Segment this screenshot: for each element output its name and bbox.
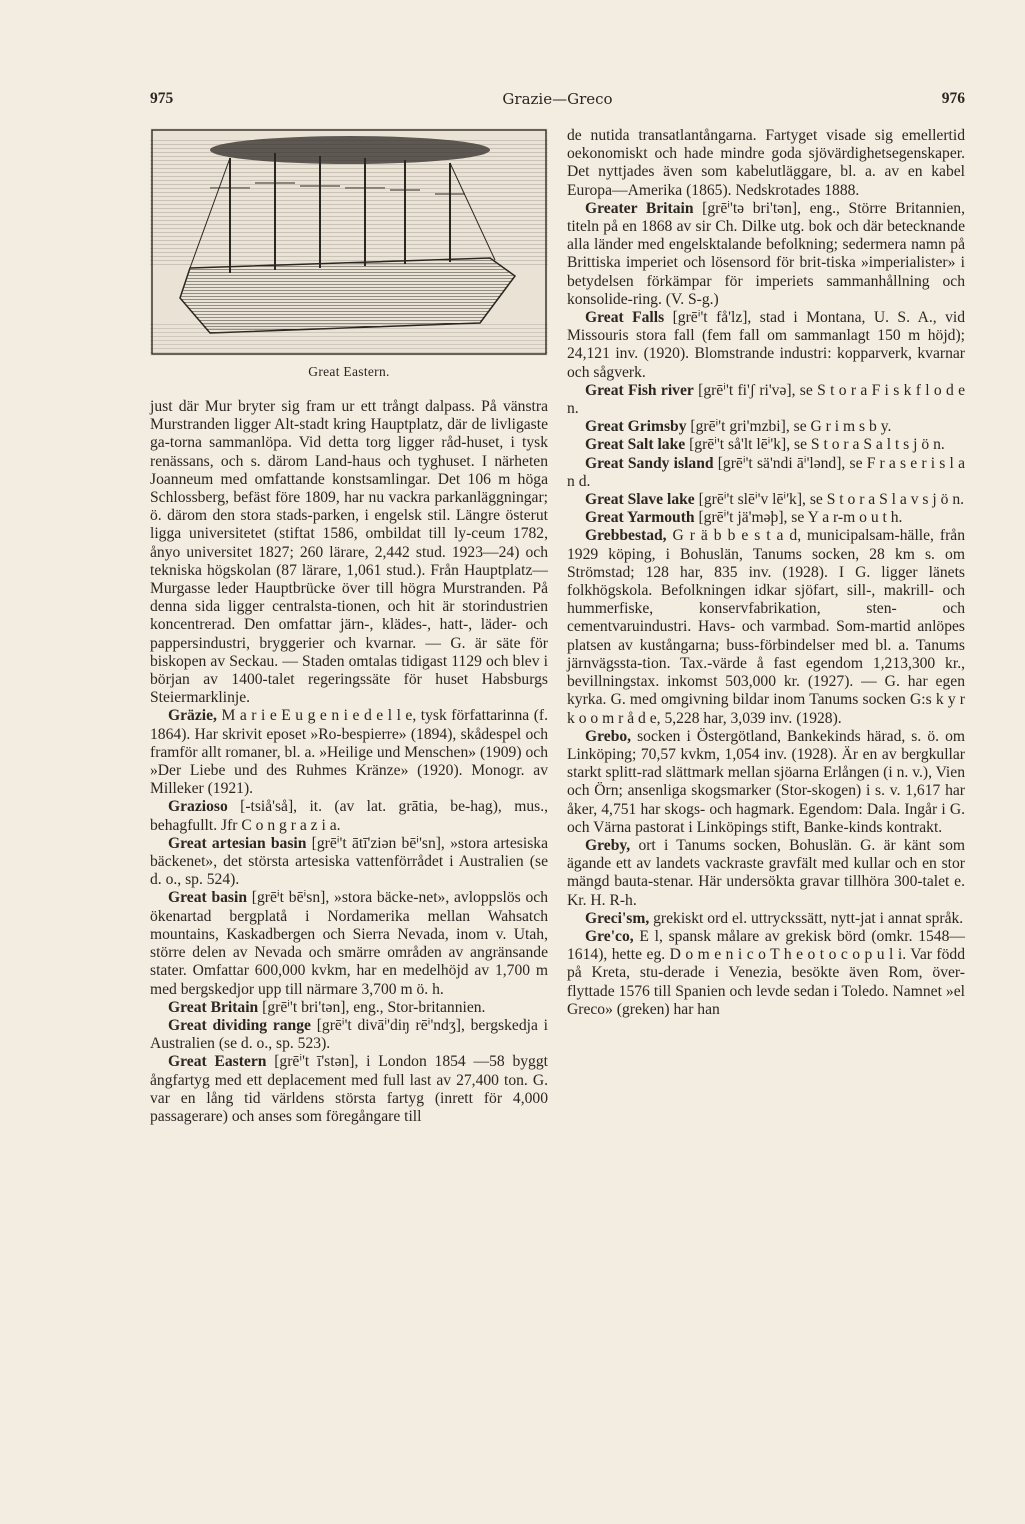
- entry-continuation: [567, 127, 965, 200]
- left-column: [150, 398, 548, 1126]
- entry-text: [grēⁱ't fi'ʃ ri'və], se S t o r a F i s k f l o d e n.: [567, 381, 966, 418]
- entry-text: [grēⁱ't gri'mzbi], se G r i m s b y.: [686, 418, 892, 436]
- page-number-left: 975: [150, 90, 174, 107]
- page-number-right: 976: [941, 90, 965, 107]
- entry-headword: Great artesian basin: [168, 834, 307, 852]
- entry-headword: Great Fish river: [585, 381, 694, 399]
- entry-text: [grēⁱ't jä'məþ], se Y a r-m o u t h.: [694, 509, 903, 527]
- entry-headword: Gre'co,: [585, 927, 634, 945]
- entry-continuation: [150, 398, 548, 707]
- entry-text: [grēⁱ't ī'stən], i London 1854 —58 byggt ångfartyg med ett deplacement med full last av 27,400 ton. G. var en lång tid världens största fartyg (inrett för 4,000 passagerare) och anses som föregångare till: [150, 1053, 548, 1125]
- entry-headword: Great Slave lake: [585, 491, 695, 509]
- dictionary-entry: [567, 527, 965, 727]
- entry-text: [-tsiå'så], it. (av lat. grātia, be-hag), mus., behagfullt. Jfr C o n g r a z i a.: [150, 798, 548, 834]
- entry-headword: Grazioso: [168, 798, 228, 816]
- entry-headword: Great Grimsby: [585, 418, 687, 436]
- dictionary-entry: [567, 728, 965, 837]
- entry-text: [grēⁱ't divāⁱ'diŋ rēⁱ'ndʒ], bergskedja i Australien (se d. o., sp. 523).: [150, 1016, 548, 1053]
- ship-engraving: [150, 128, 548, 356]
- dictionary-entry: [567, 837, 965, 910]
- entry-text: G r ä b b e s t a d, municipalsam-hälle, från 1929 köping, i Bohuslän, Tanums socken, 28 km s. om Strömstad; 128 har, 835 inv. (1928). I G. ligger länets folkhögskola. Befolkningen idkar sjöfart, sill-, makrill- och hummerfiske, konservfabrikation, sten- och cementvaruindustri. Havs- och varmbad. Som-martid anlöpes platsen av kustångarna; buss-förbindelser med bl. a. Tanums järnvägssta-tion. Tax.-värde å fast egendom 1,213,300 kr., bevillningstax. inkomst 503,000 kr. (1927). — G. har egen kyrka. G. med omgivning bildar inom Tanums socken G:s k y r k o o m r å d e, 5,228 har, 3,039 inv. (1928).: [567, 527, 965, 727]
- entry-text: [grēⁱ't bri'tən], eng., Stor-britannien.: [258, 998, 486, 1016]
- dictionary-entry: [150, 1017, 548, 1053]
- dictionary-entry: [567, 309, 965, 382]
- dictionary-entry: [150, 707, 548, 798]
- entry-text: [grēⁱ't ātī'ziən bēⁱ'sn], »stora artesiska bäckenet», det största artesiska vattenförrådet i Australien (se d. o., sp. 524).: [150, 834, 548, 889]
- entry-headword: Great dividing range: [168, 1016, 311, 1034]
- dictionary-entry: [567, 455, 965, 491]
- dictionary-entry: [567, 928, 965, 1019]
- dictionary-entry: [567, 910, 965, 928]
- dictionary-entry: [567, 436, 965, 454]
- entry-text: [grēⁱ't så'lt lēⁱ'k], se S t o r a S a l t s j ö n.: [685, 436, 945, 454]
- entry-headword: Great Falls: [585, 309, 665, 327]
- entry-headword: Greater Britain: [585, 199, 694, 217]
- entry-headword: Grebo,: [585, 727, 632, 745]
- entry-text: [grēⁱ't slēⁱ'v lēⁱ'k], se S t o r a S l a v s j ö n.: [694, 491, 965, 509]
- entry-headword: Great Salt lake: [585, 436, 686, 454]
- entry-text: E l, spansk målare av grekisk börd (omkr. 1548—1614), hette eg. D o m e n i c o T h e o t o c o p u l i. Var född på Kreta, stu-derade i Venezia, besökte även Rom, över-flyttade 1576 till Spanien och levde sedan i Toledo. Namnet »el Greco» (greken) har han: [567, 927, 965, 1018]
- right-column: [567, 127, 965, 1019]
- entry-headword: Greci'sm,: [585, 909, 650, 927]
- entry-text: [grēⁱt bēⁱsn], »stora bäcke-net», avloppslös och ökenartad bergplatå i Nordamerika mellan Wahsatch mountains, Kaskadbergen och Sierra Nevada, inom v. Utah, större delen av Nevada och smärre områden av angränsande stater. Omfattar 600,000 kvkm, har en medelhöjd av 1,700 m med bergskedjor upp till närmare 3,700 m ö. h.: [150, 889, 549, 998]
- dictionary-entry: [150, 835, 548, 890]
- entry-headword: Gräzie,: [168, 707, 217, 725]
- ship-illustration: [150, 128, 548, 390]
- dictionary-entry: [567, 382, 965, 418]
- entry-text: M a r i e E u g e n i e d e l l e, tysk författarinna (f. 1864). Har skrivit eposet »Ro-bespierre» (1894), skådespel och framför allt romaner, bl. a. »Heilige und Menschen» (1909) och »Der Liebe und des Ruhmes Kränze» (1920). Monogr. av Milleker (1921).: [150, 707, 548, 798]
- dictionary-entry: [567, 509, 965, 527]
- entry-text: just där Mur bryter sig fram ur ett trångt dalpass. På vänstra Murstranden ligger Alt-stadt kring Hauptplatz, där de livligaste ga-torna sammanlöpa. Vid detta torg ligger råd-huset, i tysk renässans, och s. därom Land-haus och tyghuset. I närheten Joanneum med omfattande konstsamlingar. Det 106 m höga Schlossberg, befäst före 1809, har nu vackra parkanläggningar; ö. därom den stora stads-parken, i engelsk stil. Längre österut ligga universitetet (stiftat 1586, ombildat till ly-ceum 1782, ånyo universitet 1827; 260 lärare, 2,442 stud. 1923—24) och tekniska högskolan (87 lärare, 1,061 stud.). Från Hauptplatz—Murgasse leder Hauptbrücke över till högra Murstranden. På denna sida ligger centralsta-tionen, och hit är storindustrien koncentrerad. Den omfattar järn-, klädes-, hatt-, läder- och pappersindustri, bryggerier och kvarnar. — G. är säte för biskopen av Seckau. — Staden omtalas tidigast 1129 och blev i början av 1400-talet regeringssäte för huset Habsburgs Steiermarklinje.: [150, 398, 548, 707]
- dictionary-entry: [150, 999, 548, 1017]
- entry-text: ort i Tanums socken, Bohuslän. G. är känt som ägande ett av landets vackraste gravfält med kullar och en stor mängd bauta-stenar. Här undersökta gravar tillhöra 300-talet e. Kr. H. R-h.: [567, 836, 965, 909]
- dictionary-entry: [567, 418, 965, 436]
- dictionary-entry: [150, 1053, 548, 1126]
- page-title: Grazie—Greco: [502, 90, 613, 108]
- entry-headword: Great Sandy island: [585, 454, 714, 472]
- entry-headword: Greby,: [585, 836, 631, 854]
- dictionary-entry: [150, 798, 548, 834]
- dictionary-entry: [567, 200, 965, 309]
- entry-text: [grēⁱ'tə bri'tən], eng., Större Britannien, titeln på en 1868 av sir Ch. Dilke utg. bok och där betecknande alla länder med engelsktalande befolkning; sedermera namn på Brittiska imperiet och lösensord för brit-tiska »imperialister» i betydelsen förkämpar för imperiets sammanhållning och konsolide-ring. (V. S-g.): [567, 199, 965, 308]
- figure-caption: Great Eastern.: [308, 364, 390, 379]
- entry-headword: Great Yarmouth: [585, 509, 695, 527]
- entry-text: grekiskt ord el. uttryckssätt, nytt-jat i annat språk.: [649, 909, 964, 927]
- entry-headword: Great Britain: [168, 998, 259, 1016]
- running-head: [150, 90, 965, 114]
- entry-text: [grēⁱ't få'lz], stad i Montana, U. S. A., vid Missouris stora fall (fem fall om sammanlagt 150 m höjd); 24,121 inv. (1920). Blomstrande industri: kopparverk, kvarnar och sågverk.: [567, 309, 965, 381]
- entry-headword: Great Eastern: [168, 1053, 267, 1071]
- entry-text: [grēⁱ't sä'ndi āⁱ'lənd], se F r a s e r i s l a n d.: [567, 454, 965, 490]
- entry-headword: Grebbestad,: [585, 527, 667, 545]
- dictionary-entry: [567, 491, 965, 509]
- entry-headword: Great basin: [168, 889, 248, 907]
- entry-text: de nutida transatlantångarna. Fartyget visade sig emellertid oekonomiskt och hade mindre goda sjövärdighetsegenskaper. Det nyttjades även som kabelutläggare, bl. a. av en kabel Europa—Amerika (1865). Nedskrotades 1888.: [567, 127, 965, 199]
- dictionary-entry: [150, 889, 548, 998]
- entry-text: socken i Östergötland, Bankekinds härad, s. ö. om Linköping; 70,57 kvkm, 1,054 inv. (1928). Är en av bergkullar starkt splitt-rad slättmark mellan sjöarna Erlången (i n. v.), Vien och Örn; ansenliga skogsmarker (Stor-skogen) i s. v. 1,617 har åker, 4,751 har skogs- och hagmark. Egendom: Dala. Ingår i G. och Värna pastorat i Linköpings stift, Banke-kinds kontrakt.: [567, 727, 965, 836]
